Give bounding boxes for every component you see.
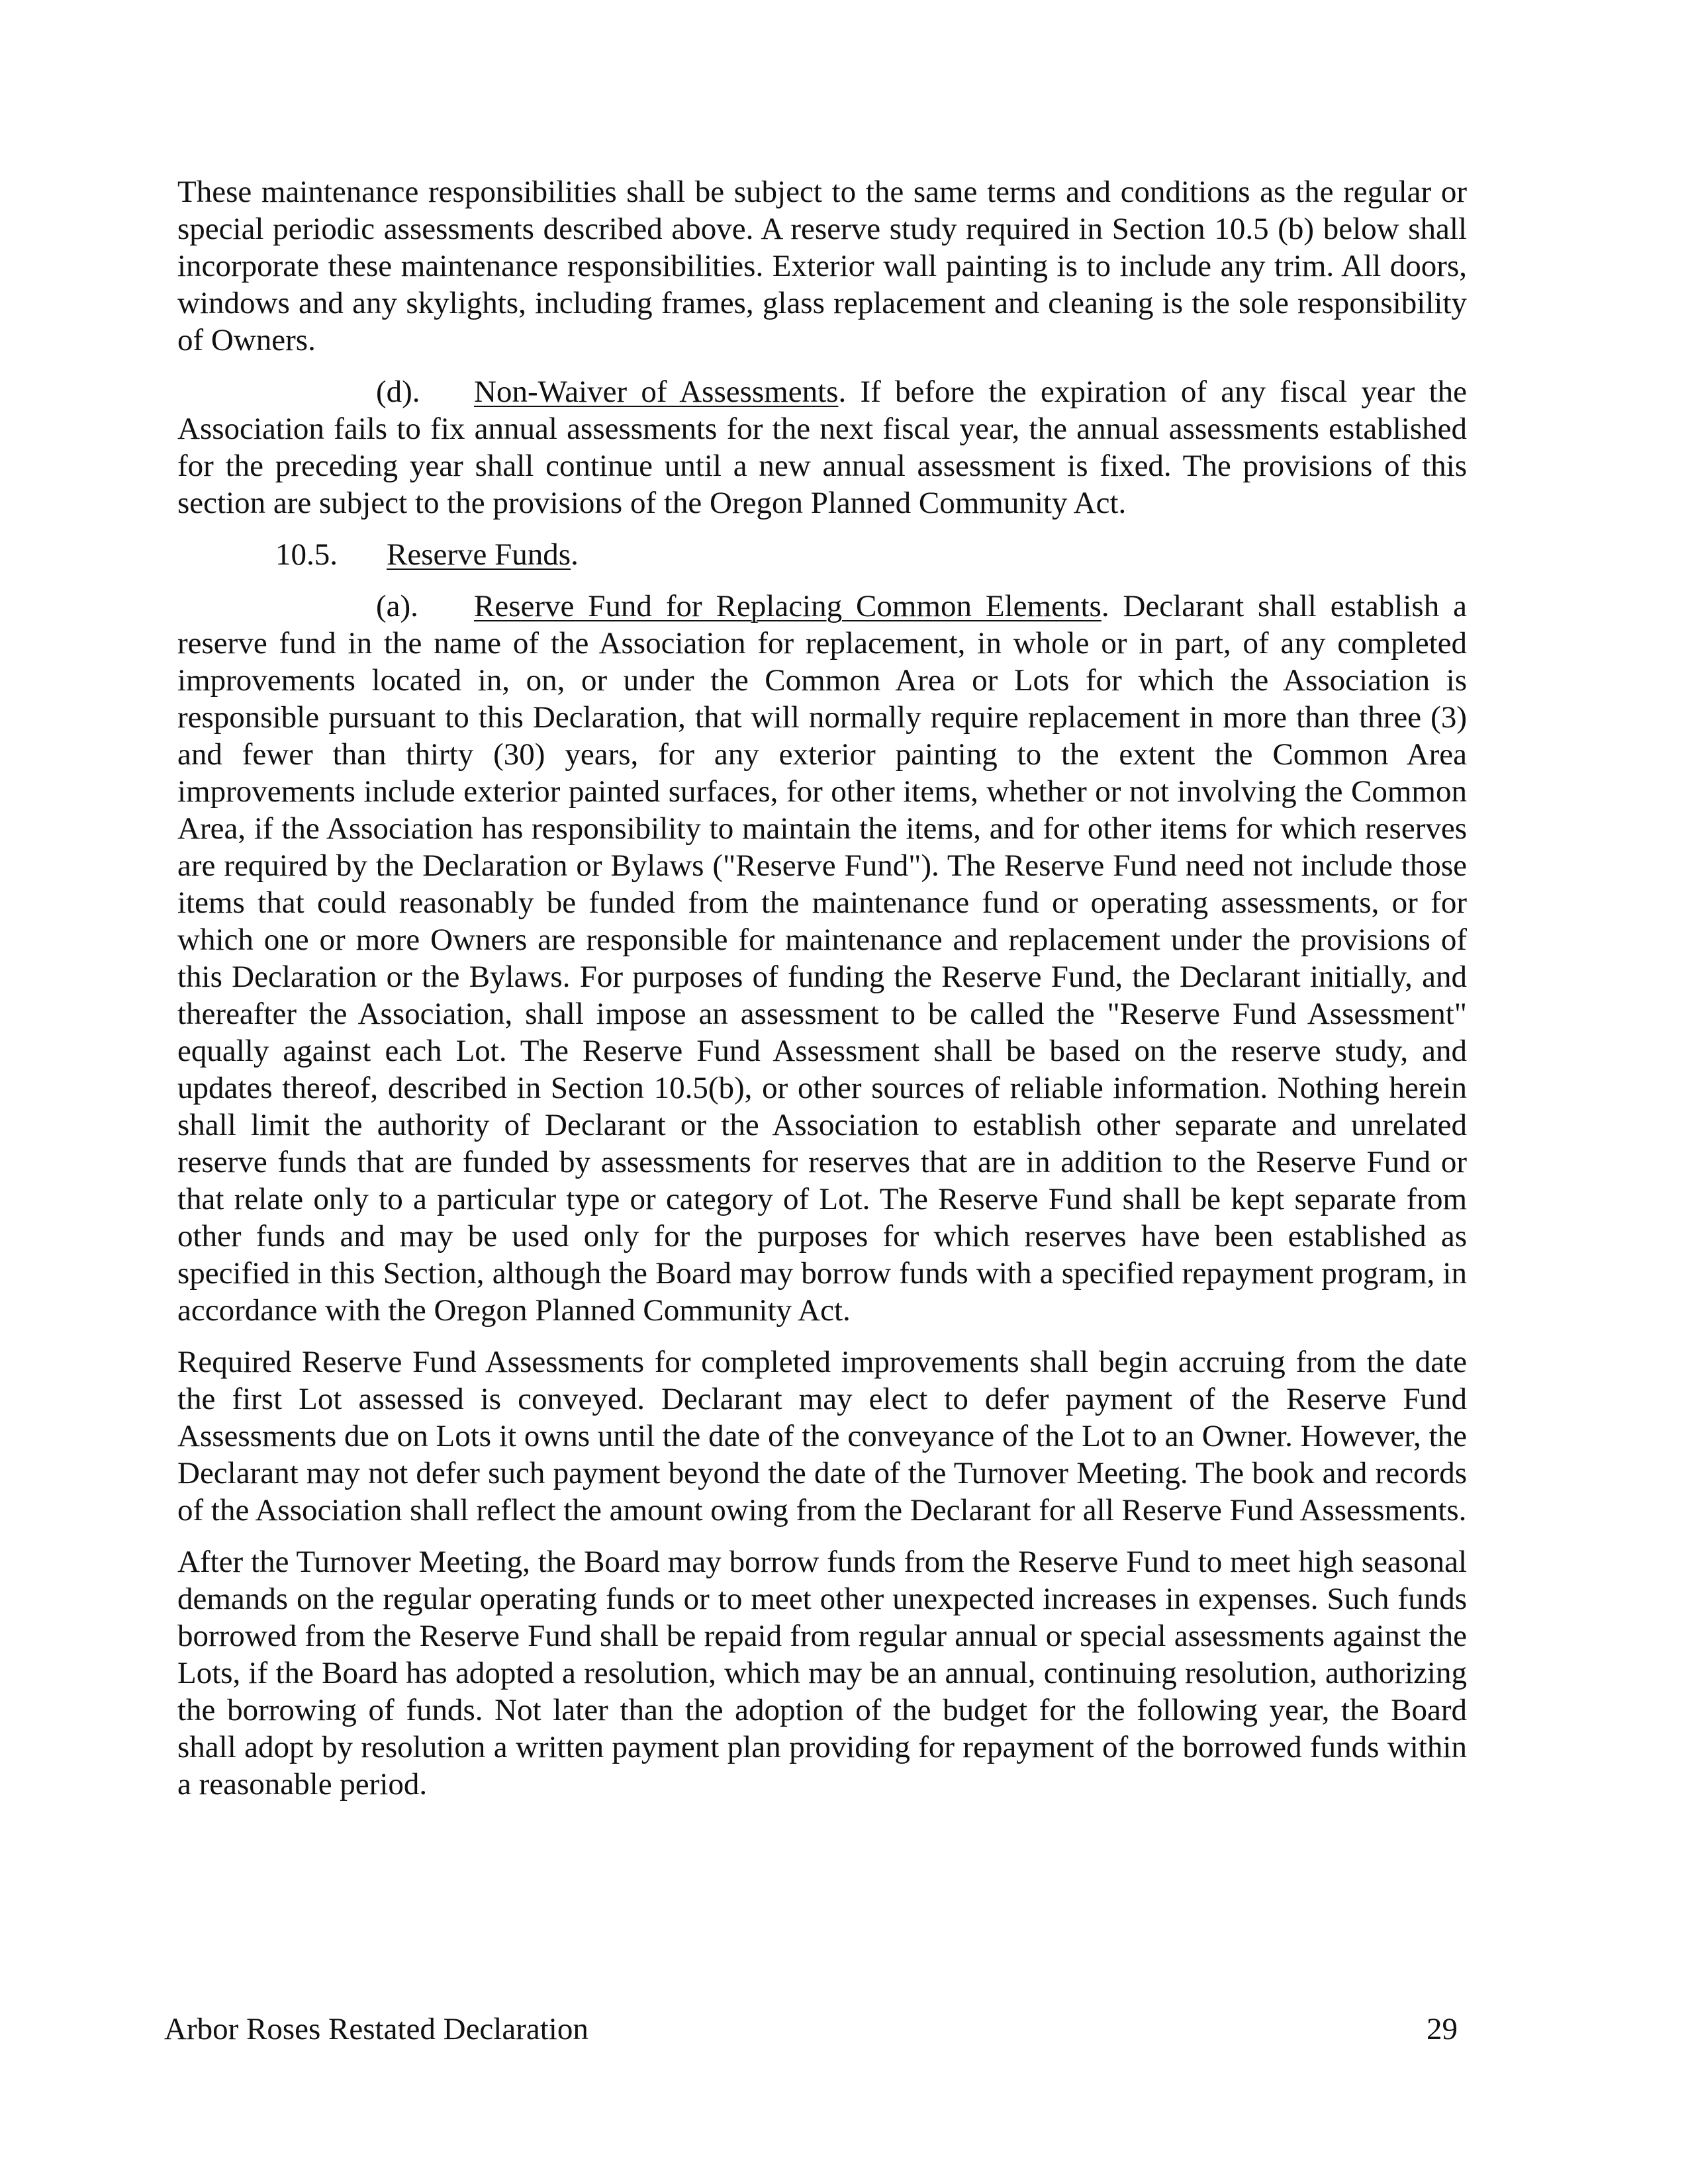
reserve-fund-paragraph: [177, 588, 1467, 1329]
subsection-d-label: (d).: [376, 375, 420, 409]
non-waiver-heading: Non-Waiver of Assessments: [474, 375, 839, 409]
section-10-5-heading: [177, 536, 1467, 573]
maintenance-paragraph: These maintenance responsibilities shall be subject to the same terms and conditions as the regular or special periodic assessments described above. A reserve study required in Section 10.5 (b) below shall incorporate these maintenance responsibilities. Exterior wall painting is to include any trim. All doors, windows and any skylights, including frames, glass replacement and cleaning is the sole responsibility of Owners.: [177, 175, 1467, 357]
section-number: 10.5.: [275, 537, 338, 572]
document-body: [177, 173, 1467, 1817]
subsection-a-label: (a).: [376, 589, 418, 623]
reserve-fund-heading: Reserve Fund for Replacing Common Elements: [474, 589, 1102, 623]
non-waiver-paragraph: [177, 373, 1467, 522]
section-heading-trail: .: [571, 537, 579, 572]
non-waiver-text: . If before the expiration of any fiscal year the Association fails to fix annual assessments for the next fiscal year, the annual assessments established for the preceding year shall continue until a new annual assessment is fixed. The provisions of this section are subject to the provisions of the Oregon Planned Community Act.: [177, 375, 1467, 520]
reserve-fund-text: . Declarant shall establish a reserve fund in the name of the Association for replacement, in whole or in part, of any completed improvements located in, on, or under the Common Area or Lots for which the Association is responsible pursuant to this Declaration, that will normally require replacement in more than three (3) and fewer than thirty (30) years, for any exterior painting to the extent the Common Area improvements include exterior painted surfaces, for other items, whether or not involving the Common Area, if the Association has responsibility to maintain the items, and for other items for which reserves are required by the Declaration or Bylaws ("Reserve Fund"). The Reserve Fund need not include those items that could reasonably be funded from the maintenance fund or operating assessments, or for which one or more Owners are responsible for maintenance and replacement under the provisions of this Declaration or the Bylaws. For purposes of funding the Reserve Fund, the Declarant initially, and thereafter the Association, shall impose an assessment to be called the "Reserve Fund Assessment" equally against each Lot. The Reserve Fund Assessment shall be based on the reserve study, and updates thereof, described in Section 10.5(b), or other sources of reliable information. Nothing herein shall limit the authority of Declarant or the Association to establish other separate and unrelated reserve funds that are funded by assessments for reserves that are in addition to the Reserve Fund or that relate only to a particular type or category of Lot. The Reserve Fund shall be kept separate from other funds and may be used only for the purposes for which reserves have been established as specified in this Section, although the Board may borrow funds with a specified repayment program, in accordance with the Oregon Planned Community Act.: [177, 589, 1467, 1328]
reserve-funds-heading: Reserve Funds: [387, 537, 571, 572]
footer-document-title: Arbor Roses Restated Declaration: [164, 2012, 588, 2046]
page-number: 29: [1427, 2012, 1458, 2046]
turnover-borrowing-paragraph: After the Turnover Meeting, the Board may borrow funds from the Reserve Fund to meet high seasonal demands on the regular operating funds or to meet other unexpected increases in expenses. Such funds borrowed from the Reserve Fund shall be repaid from regular annual or special assessments against the Lots, if the Board has adopted a resolution, which may be an annual, continuing resolution, authorizing the borrowing of funds. Not later than the adoption of the budget for the following year, the Board shall adopt by resolution a written payment plan providing for repayment of the borrowed funds within a reasonable period.: [177, 1545, 1467, 1801]
required-assessments-paragraph: Required Reserve Fund Assessments for completed improvements shall begin accruing from the date the first Lot assessed is conveyed. Declarant may elect to defer payment of the Reserve Fund Assessments due on Lots it owns until the date of the conveyance of the Lot to an Owner. However, the Declarant may not defer such payment beyond the date of the Turnover Meeting. The book and records of the Association shall reflect the amount owing from the Declarant for all Reserve Fund Assessments.: [177, 1345, 1467, 1527]
